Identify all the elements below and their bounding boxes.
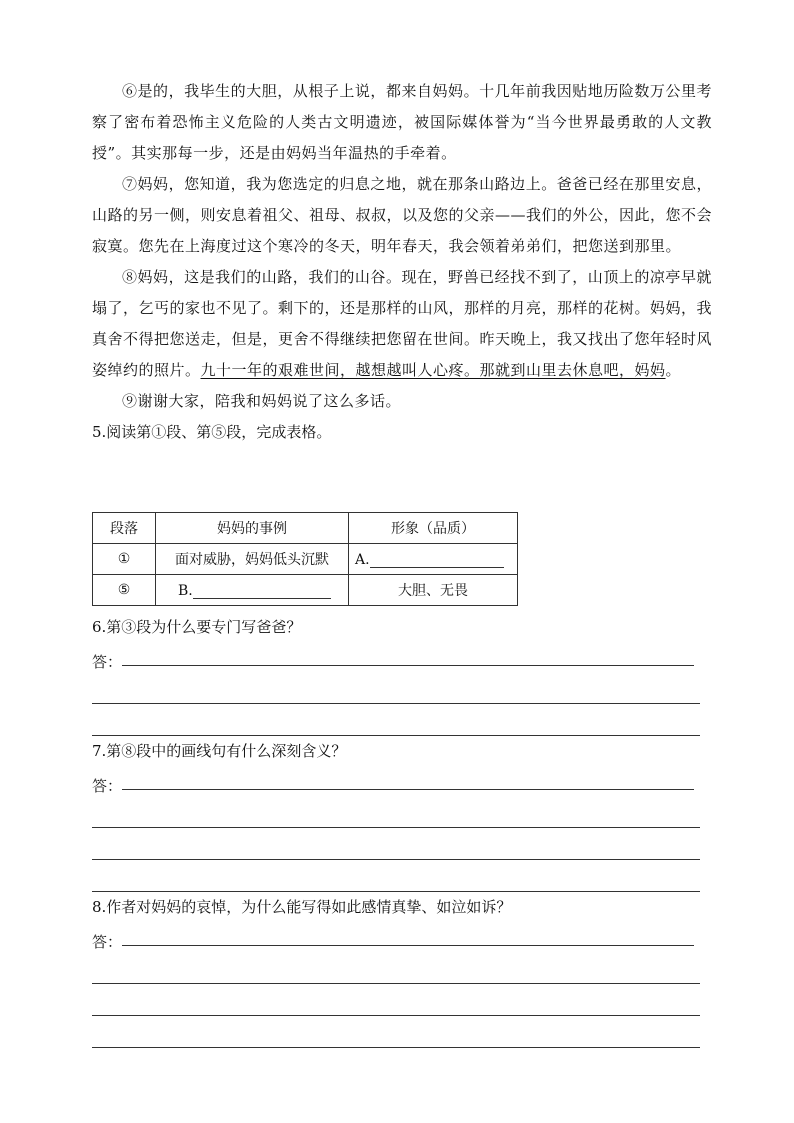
answer-line-first[interactable] xyxy=(92,766,704,796)
answer-line[interactable] xyxy=(92,828,700,860)
answer-line-first[interactable] xyxy=(92,922,704,952)
answer-line[interactable] xyxy=(92,952,700,984)
answer-line[interactable] xyxy=(92,704,700,736)
answer-rule[interactable] xyxy=(122,945,694,946)
table-cell-para: ⑤ xyxy=(93,575,156,606)
table-cell-example[interactable] xyxy=(156,575,349,606)
answer-line-first[interactable] xyxy=(92,642,704,672)
paragraph-8-text: ⑧妈妈，这是我们的山路，我们的山谷。现在，野兽已经找不到了，山顶上的凉亭早就塌了，乞丐的家也不见了。剩下的，还是那样的山风，那样的月亮，那样的花树。妈妈，我真舍不得把您送走，但是，更舍不得继续把您留在世间。昨天晚上，我又找出了您年轻时风姿绰约的照片。 xyxy=(92,268,713,379)
answer-label: 答： xyxy=(92,777,123,795)
table-cell-example: 面对威胁，妈妈低头沉默 xyxy=(156,544,349,575)
question-5-title: 5.阅读第①段、第⑤段，完成表格。 xyxy=(92,423,332,441)
question-5-table xyxy=(92,512,518,606)
question-8-title: 8.作者对妈妈的哀悼，为什么能写得如此感情真挚、如泣如诉？ xyxy=(92,898,512,916)
question-7-block xyxy=(92,736,704,892)
question-8-block xyxy=(92,892,704,1048)
table-cell-quality: 大胆、无畏 xyxy=(349,575,518,606)
underlined-sentence: 九十一年的艰难世间，越想越叫人心疼。那就到山里去休息吧，妈妈 xyxy=(200,361,666,379)
table-cell-quality[interactable] xyxy=(349,544,518,575)
question-7-title: 7.第⑧段中的画线句有什么深刻含义？ xyxy=(92,742,347,760)
question-6-title: 6.第③段为什么要专门写爸爸？ xyxy=(92,618,302,636)
answer-line[interactable] xyxy=(92,1016,700,1048)
paragraph-6: ⑥是的，我毕生的大胆，从根子上说，都来自妈妈。十几年前我因贴地历险数万公里考察了密布着恐怖主义危险的人类古文明遗迹，被国际媒体誉为“当今世界最勇敢的人文教授”。其实那每一步，还是由妈妈当年温热的手牵着。 xyxy=(92,82,712,162)
answer-rule[interactable] xyxy=(122,789,694,790)
paragraph-8-end: 。 xyxy=(665,361,682,379)
paragraph-7: ⑦妈妈，您知道，我为您选定的归息之地，就在那条山路边上。爸爸已经在那里安息，山路的另一侧，则安息着祖父、祖母、叔叔，以及您的父亲——我们的外公，因此，您不会寂寞。您先在上海度过这个寒冷的冬天，明年春天，我会领着弟弟们，把您送到那里。 xyxy=(92,175,713,255)
blank-a-line[interactable] xyxy=(370,551,504,568)
paragraph-9: ⑨谢谢大家，陪我和妈妈说了这么多话。 xyxy=(122,392,402,410)
answer-line[interactable] xyxy=(92,860,700,892)
blank-b-label: B. xyxy=(178,582,193,599)
table-row xyxy=(93,544,518,575)
table-header-cell: 段落 xyxy=(93,513,156,544)
answer-line[interactable] xyxy=(92,796,700,828)
question-6-block xyxy=(92,612,704,736)
table-header-cell: 妈妈的事例 xyxy=(156,513,349,544)
blank-a-label: A. xyxy=(355,551,370,568)
paragraph-8 xyxy=(92,262,712,386)
answer-line[interactable] xyxy=(92,984,700,1016)
table-header-cell: 形象（品质） xyxy=(349,513,518,544)
document-page xyxy=(92,76,712,447)
table-cell-para: ① xyxy=(93,544,156,575)
answer-line[interactable] xyxy=(92,672,700,704)
answer-rule[interactable] xyxy=(122,665,694,666)
answer-label: 答： xyxy=(92,933,123,951)
table-row xyxy=(93,575,518,606)
answer-label: 答： xyxy=(92,653,123,671)
table-header-row xyxy=(93,513,518,544)
blank-b-line[interactable] xyxy=(193,582,331,599)
